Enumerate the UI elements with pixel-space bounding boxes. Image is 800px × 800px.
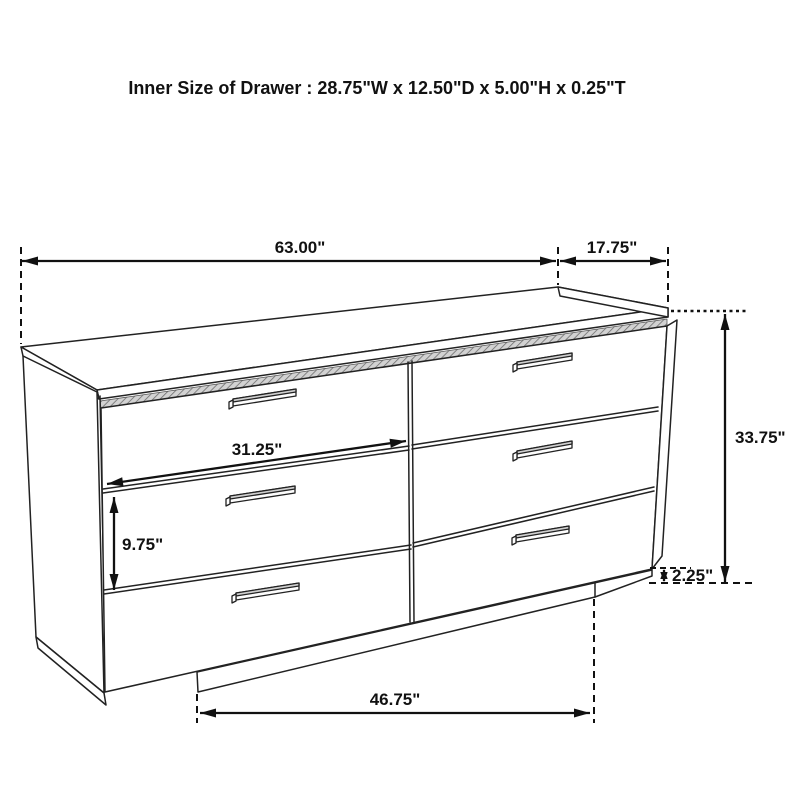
dim-overall-height-label: 33.75" (735, 428, 786, 447)
dim-overall-depth-label: 17.75" (586, 238, 638, 257)
dim-drawer-height-label: 9.75" (122, 535, 164, 554)
sheet-title: Inner Size of Drawer : 28.75"W x 12.50"D x 5.00"H x 0.25"T (128, 78, 626, 98)
dim-overall-width-label: 63.00" (274, 238, 326, 257)
dim-base-height-label: 2.25" (672, 566, 714, 585)
dim-base-width-label: 46.75" (369, 690, 421, 709)
dresser-drawing (21, 287, 677, 705)
dim-drawer-width-label: 31.25" (231, 440, 283, 459)
left-side-panel (23, 356, 104, 693)
